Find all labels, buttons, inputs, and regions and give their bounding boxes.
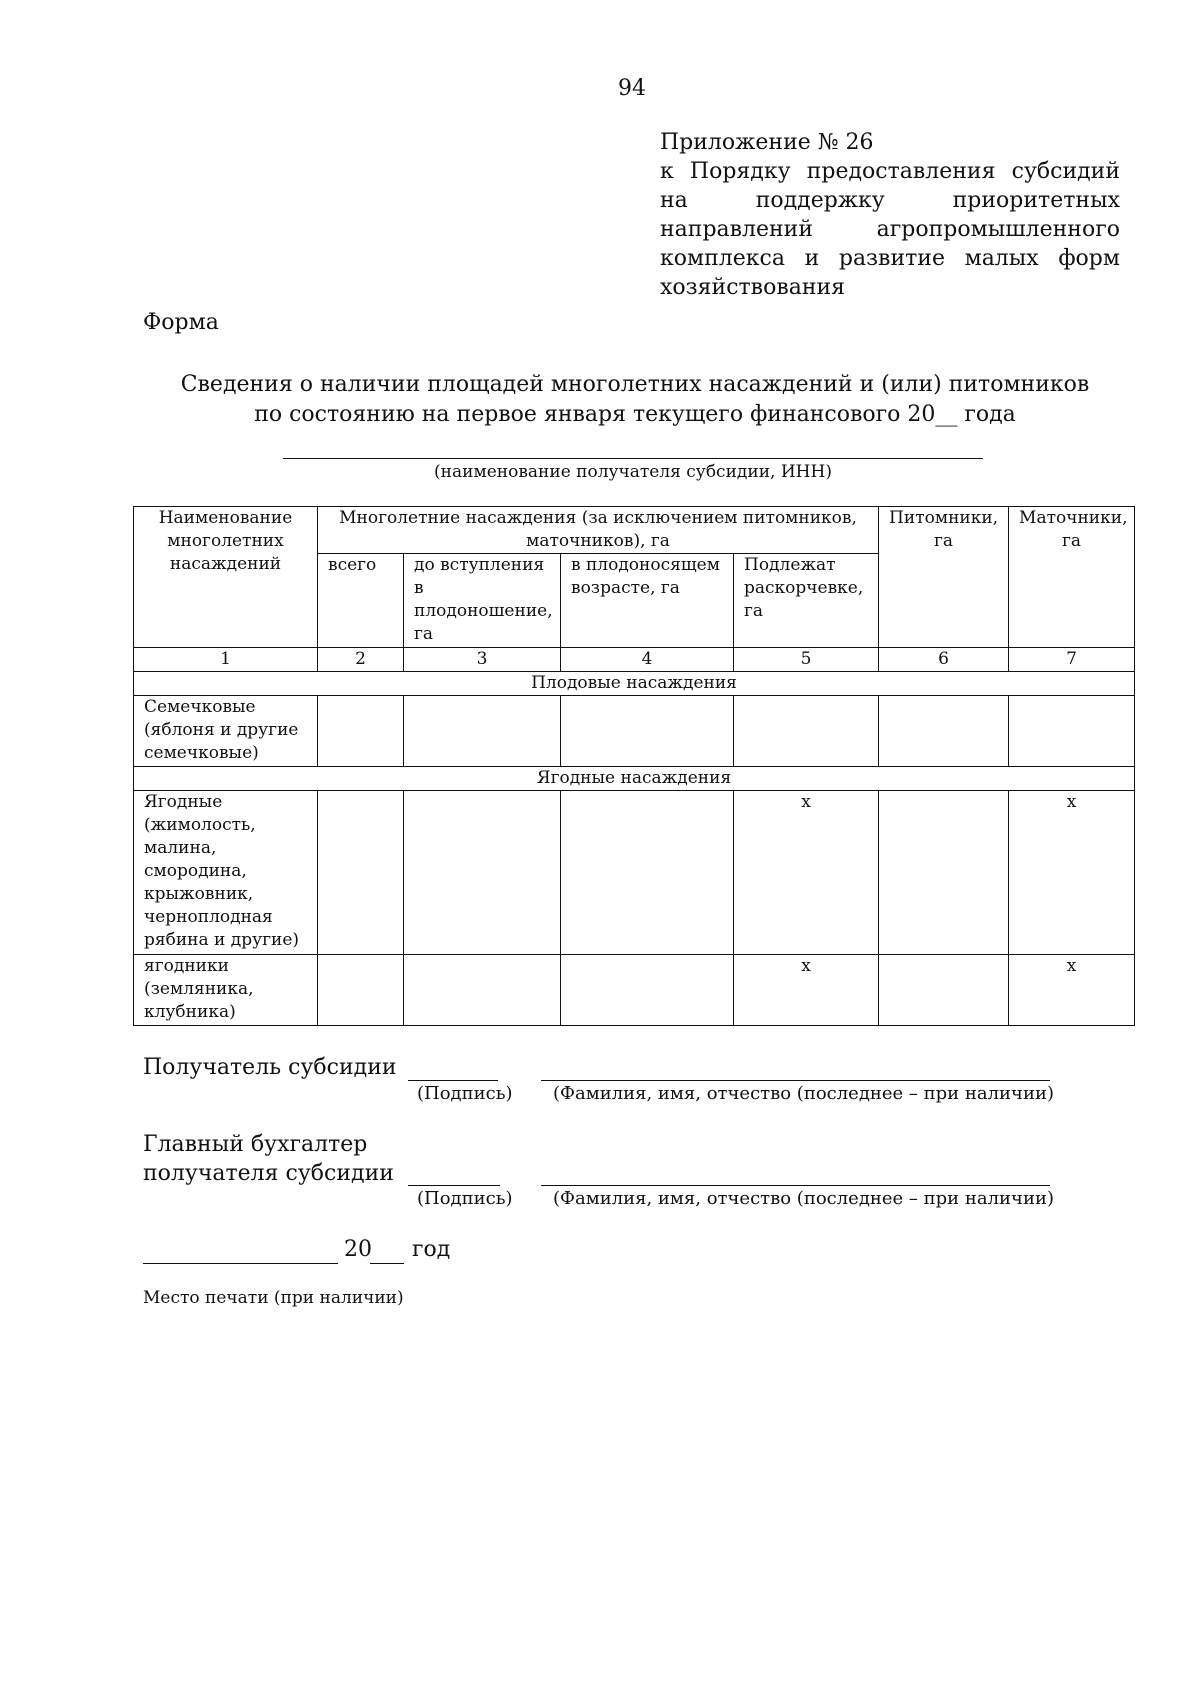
header-name: Наименование многолетних насаждений (134, 507, 318, 648)
header-perennial: Многолетние насаждения (за исключением питомников, маточников), га (318, 507, 879, 554)
header-fruiting: в плодоносящем возрасте, га (561, 554, 734, 648)
column-number: 3 (404, 648, 561, 672)
column-numbers-row (134, 648, 1135, 672)
accountant-name-line (541, 1185, 1050, 1186)
column-number: 6 (879, 648, 1009, 672)
recipient-name-line (283, 458, 983, 459)
table-row (134, 696, 1135, 767)
table-cell (561, 696, 734, 767)
table-cell (561, 955, 734, 1026)
accountant-label-line-2: получателя субсидии (143, 1161, 394, 1186)
table-cell (734, 696, 879, 767)
table-cell (318, 696, 404, 767)
header-total: всего (318, 554, 404, 648)
column-number: 1 (134, 648, 318, 672)
table-cell (404, 791, 561, 955)
table-cell (1009, 696, 1135, 767)
stamp-place: Место печати (при наличии) (143, 1288, 404, 1308)
document-title (120, 370, 1150, 430)
header-before-fruiting: до вступления в плодоношение, га (404, 554, 561, 648)
appendix-basis: к Порядку предоставления субсидий на поддержку приоритетных направлений агропромышленного комплекса и развитие малых форм хозяйствования (660, 159, 1120, 300)
table-cell (318, 955, 404, 1026)
section-berry: Ягодные насаждения (134, 767, 1135, 791)
cell-not-applicable: x (734, 955, 879, 1026)
date-century: 20 (344, 1237, 372, 1262)
accountant-signature-caption: (Подпись) (417, 1188, 513, 1209)
recipient-signature-line (408, 1080, 498, 1081)
page-number: 94 (618, 76, 646, 101)
appendix-block (660, 128, 1120, 302)
date-year-line (370, 1263, 404, 1264)
column-number: 7 (1009, 648, 1135, 672)
table-cell (404, 955, 561, 1026)
form-label: Форма (143, 310, 219, 335)
recipient-label: Получатель субсидии (143, 1055, 397, 1080)
recipient-name-line (541, 1080, 1050, 1081)
cell-not-applicable: x (1009, 955, 1135, 1026)
recipient-name-caption: (Фамилия, имя, отчество (последнее – при наличии) (553, 1083, 1054, 1104)
header-nurseries: Питомники, га (879, 507, 1009, 648)
date-day-month-line (143, 1263, 338, 1264)
accountant-label-line-1: Главный бухгалтер (143, 1132, 368, 1157)
column-number: 5 (734, 648, 879, 672)
table-cell (404, 696, 561, 767)
accountant-label (143, 1130, 394, 1188)
table-row (134, 791, 1135, 955)
plantings-table (133, 506, 1135, 1026)
row-name-strawberry: ягодники (земляника, клубника) (134, 955, 318, 1026)
table-cell (879, 955, 1009, 1026)
table-cell (879, 791, 1009, 955)
column-number: 4 (561, 648, 734, 672)
accountant-name-caption: (Фамилия, имя, отчество (последнее – при наличии) (553, 1188, 1054, 1209)
table-row (134, 955, 1135, 1026)
accountant-signature-line (408, 1185, 500, 1186)
column-number: 2 (318, 648, 404, 672)
row-name-seed: Семечковые (яблоня и другие семечковые) (134, 696, 318, 767)
date-year-word: год (412, 1237, 451, 1262)
table-cell (318, 791, 404, 955)
title-line-1: Сведения о наличии площадей многолетних насаждений и (или) питомников (180, 372, 1090, 397)
cell-not-applicable: x (734, 791, 879, 955)
section-fruit: Плодовые насаждения (134, 672, 1135, 696)
title-line-2: по состоянию на первое января текущего финансового 20__ года (254, 402, 1016, 427)
table-cell (879, 696, 1009, 767)
header-mother-plants: Маточники, га (1009, 507, 1135, 648)
cell-not-applicable: x (1009, 791, 1135, 955)
header-uprooting: Подлежат раскорчевке, га (734, 554, 879, 648)
recipient-signature-caption: (Подпись) (417, 1083, 513, 1104)
recipient-caption: (наименование получателя субсидии, ИНН) (434, 462, 832, 482)
row-name-berry: Ягодные (жимолость, малина, смородина, крыжовник, черноплодная рябина и другие) (134, 791, 318, 955)
appendix-title: Приложение № 26 (660, 130, 874, 155)
table-cell (561, 791, 734, 955)
